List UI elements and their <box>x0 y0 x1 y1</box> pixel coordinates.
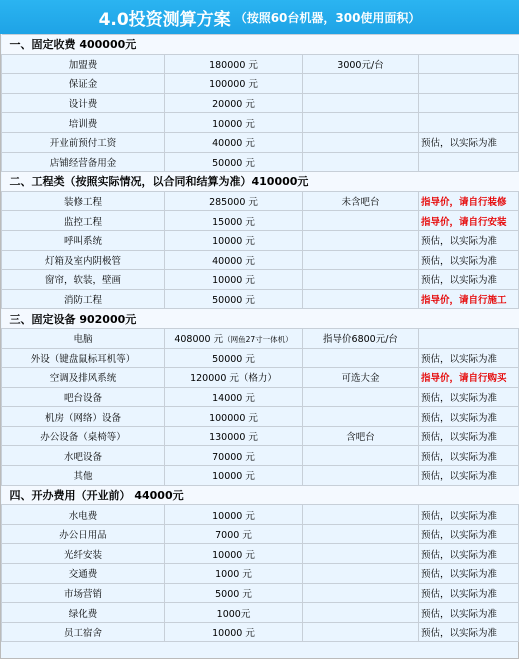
item-note: 预估，以实际为准 <box>419 250 519 270</box>
item-amount <box>165 113 303 133</box>
item-amount <box>165 191 303 211</box>
page-title: 4.0投资测算方案 <box>98 9 231 30</box>
item-name: 机房（网络）设备 <box>2 407 165 427</box>
item-name: 其他 <box>2 466 165 486</box>
cost-table <box>1 34 519 642</box>
amount-value: 7000 元 <box>215 530 252 542</box>
item-extra <box>303 407 419 427</box>
item-note: 指导价，请自行购买 <box>419 368 519 388</box>
item-amount <box>165 466 303 486</box>
item-name: 办公设备（桌椅等） <box>2 426 165 446</box>
item-amount <box>165 544 303 564</box>
item-note: 预估，以实际为准 <box>419 348 519 368</box>
item-note: 预估，以实际为准 <box>419 505 519 525</box>
item-name: 办公日用品 <box>2 524 165 544</box>
item-name: 监控工程 <box>2 211 165 231</box>
item-extra <box>303 132 419 152</box>
item-amount <box>165 446 303 466</box>
amount-value: 10000 元 <box>212 236 255 248</box>
item-note <box>419 74 519 94</box>
item-name: 灯箱及室内阴极管 <box>2 250 165 270</box>
amount-value: 180000 元 <box>209 59 258 71</box>
amount-value: 100000 元 <box>209 79 258 91</box>
amount-remark: （网鱼27寸一体机） <box>223 335 293 345</box>
table-row <box>2 407 519 427</box>
item-note: 预估，以实际为准 <box>419 524 519 544</box>
item-extra: 可选大金 <box>303 368 419 388</box>
table-row <box>2 603 519 623</box>
item-extra <box>303 74 419 94</box>
table-row <box>2 622 519 642</box>
item-extra <box>303 348 419 368</box>
item-note: 预估，以实际为准 <box>419 230 519 250</box>
item-amount <box>165 152 303 172</box>
item-note: 预估，以实际为准 <box>419 544 519 564</box>
item-extra <box>303 505 419 525</box>
item-name: 绿化费 <box>2 603 165 623</box>
item-extra <box>303 211 419 231</box>
section-header <box>2 35 519 55</box>
amount-value: 15000 元 <box>212 216 255 228</box>
item-name: 保证金 <box>2 74 165 94</box>
item-name: 外设（键盘鼠标耳机等） <box>2 348 165 368</box>
section-header <box>2 172 519 192</box>
item-extra <box>303 466 419 486</box>
title-bar <box>0 0 519 34</box>
amount-value: 100000 元 <box>209 412 258 424</box>
item-note: 预估，以实际为准 <box>419 407 519 427</box>
item-extra <box>303 113 419 133</box>
item-note <box>419 152 519 172</box>
item-amount <box>165 328 303 348</box>
table-row <box>2 387 519 407</box>
item-name: 设计费 <box>2 93 165 113</box>
item-note: 预估，以实际为准 <box>419 466 519 486</box>
item-note: 预估，以实际为准 <box>419 426 519 446</box>
table-row <box>2 93 519 113</box>
item-note: 指导价，请自行安装 <box>419 211 519 231</box>
item-extra: 未含吧台 <box>303 191 419 211</box>
table-row <box>2 544 519 564</box>
table-row <box>2 368 519 388</box>
item-name: 呼叫系统 <box>2 230 165 250</box>
sheet <box>0 34 519 659</box>
item-note <box>419 54 519 74</box>
item-extra <box>303 544 419 564</box>
table-row <box>2 250 519 270</box>
table-row <box>2 113 519 133</box>
item-note: 指导价，请自行装修 <box>419 191 519 211</box>
item-name: 吧台设备 <box>2 387 165 407</box>
table-row <box>2 74 519 94</box>
item-name: 交通费 <box>2 564 165 584</box>
section-heading: 二、工程类（按照实际情况，以合同和结算为准）410000元 <box>2 172 519 192</box>
section-heading: 三、固定设备 902000元 <box>2 309 519 329</box>
item-amount <box>165 54 303 74</box>
item-amount <box>165 622 303 642</box>
item-amount <box>165 348 303 368</box>
table-row <box>2 348 519 368</box>
item-name: 市场营销 <box>2 583 165 603</box>
amount-value: 50000 元 <box>212 295 255 307</box>
item-name: 窗帘，软装，壁画 <box>2 270 165 290</box>
item-name: 开业前预付工资 <box>2 132 165 152</box>
item-amount <box>165 583 303 603</box>
table-row <box>2 505 519 525</box>
item-name: 水电费 <box>2 505 165 525</box>
item-amount <box>165 270 303 290</box>
item-extra <box>303 583 419 603</box>
item-extra <box>303 289 419 309</box>
item-note: 预估，以实际为准 <box>419 583 519 603</box>
section-heading: 一、固定收费 400000元 <box>2 35 519 55</box>
item-extra <box>303 93 419 113</box>
table-row <box>2 289 519 309</box>
item-note: 预估，以实际为准 <box>419 603 519 623</box>
amount-value: 50000 元 <box>212 157 255 169</box>
item-amount <box>165 426 303 446</box>
item-note: 指导价，请自行施工 <box>419 289 519 309</box>
section-header <box>2 309 519 329</box>
item-extra <box>303 603 419 623</box>
amount-value: 10000 元 <box>212 118 255 130</box>
amount-value: 285000 元 <box>209 197 258 209</box>
item-amount <box>165 407 303 427</box>
item-extra <box>303 270 419 290</box>
item-extra <box>303 230 419 250</box>
table-row <box>2 211 519 231</box>
item-amount <box>165 230 303 250</box>
item-amount <box>165 603 303 623</box>
table-row <box>2 54 519 74</box>
item-name: 电脑 <box>2 328 165 348</box>
item-amount <box>165 564 303 584</box>
item-name: 装修工程 <box>2 191 165 211</box>
item-extra <box>303 564 419 584</box>
item-amount <box>165 387 303 407</box>
table-row <box>2 230 519 250</box>
amount-value: 20000 元 <box>212 99 255 111</box>
amount-value: 10000 元 <box>212 549 255 561</box>
item-amount <box>165 132 303 152</box>
table-row <box>2 466 519 486</box>
amount-value: 1000 元 <box>215 569 252 581</box>
item-name: 加盟费 <box>2 54 165 74</box>
item-amount <box>165 368 303 388</box>
item-extra <box>303 387 419 407</box>
section-heading: 四、开办费用（开业前） 44000元 <box>2 485 519 505</box>
table-row <box>2 270 519 290</box>
item-name: 培训费 <box>2 113 165 133</box>
item-amount <box>165 74 303 94</box>
section-header <box>2 485 519 505</box>
item-name: 消防工程 <box>2 289 165 309</box>
item-extra <box>303 152 419 172</box>
item-amount <box>165 250 303 270</box>
amount-value: 40000 元 <box>212 255 255 267</box>
item-name: 水吧设备 <box>2 446 165 466</box>
amount-value: 14000 元 <box>212 392 255 404</box>
amount-value: 70000 元 <box>212 451 255 463</box>
item-name: 店铺经营备用金 <box>2 152 165 172</box>
item-name: 员工宿舍 <box>2 622 165 642</box>
amount-value: 5000 元 <box>215 588 252 600</box>
table-row <box>2 132 519 152</box>
item-note: 预估，以实际为准 <box>419 564 519 584</box>
item-extra: 3000元/台 <box>303 54 419 74</box>
item-extra <box>303 250 419 270</box>
item-amount <box>165 505 303 525</box>
table-row <box>2 426 519 446</box>
item-note <box>419 113 519 133</box>
amount-value: 10000 元 <box>212 275 255 287</box>
page-subtitle: （按照60台机器，300使用面积） <box>234 10 421 25</box>
amount-value: 10000 元 <box>212 628 255 640</box>
amount-value: 1000元 <box>216 608 251 620</box>
item-extra: 含吧台 <box>303 426 419 446</box>
amount-value: 10000 元 <box>212 510 255 522</box>
table-row <box>2 564 519 584</box>
table-row <box>2 191 519 211</box>
item-note <box>419 93 519 113</box>
item-note: 预估，以实际为准 <box>419 132 519 152</box>
item-note: 预估，以实际为准 <box>419 387 519 407</box>
item-name: 空调及排风系统 <box>2 368 165 388</box>
item-extra <box>303 524 419 544</box>
amount-value: 10000 元 <box>212 471 255 483</box>
item-amount <box>165 211 303 231</box>
amount-value: 130000 元 <box>209 432 258 444</box>
item-note: 预估，以实际为准 <box>419 446 519 466</box>
item-note: 预估，以实际为准 <box>419 622 519 642</box>
amount-value: 408000 元 <box>174 334 224 346</box>
item-note <box>419 328 519 348</box>
item-extra <box>303 446 419 466</box>
item-amount <box>165 93 303 113</box>
item-extra <box>303 622 419 642</box>
table-row <box>2 328 519 348</box>
item-amount <box>165 524 303 544</box>
table-row <box>2 152 519 172</box>
amount-value: 120000 元（格力） <box>190 373 277 385</box>
amount-value: 40000 元 <box>212 138 255 150</box>
item-extra: 指导价6800元/台 <box>303 328 419 348</box>
table-row <box>2 446 519 466</box>
table-row <box>2 524 519 544</box>
item-note: 预估，以实际为准 <box>419 270 519 290</box>
table-row <box>2 583 519 603</box>
amount-value: 50000 元 <box>212 353 255 365</box>
item-name: 光纤安装 <box>2 544 165 564</box>
item-amount <box>165 289 303 309</box>
